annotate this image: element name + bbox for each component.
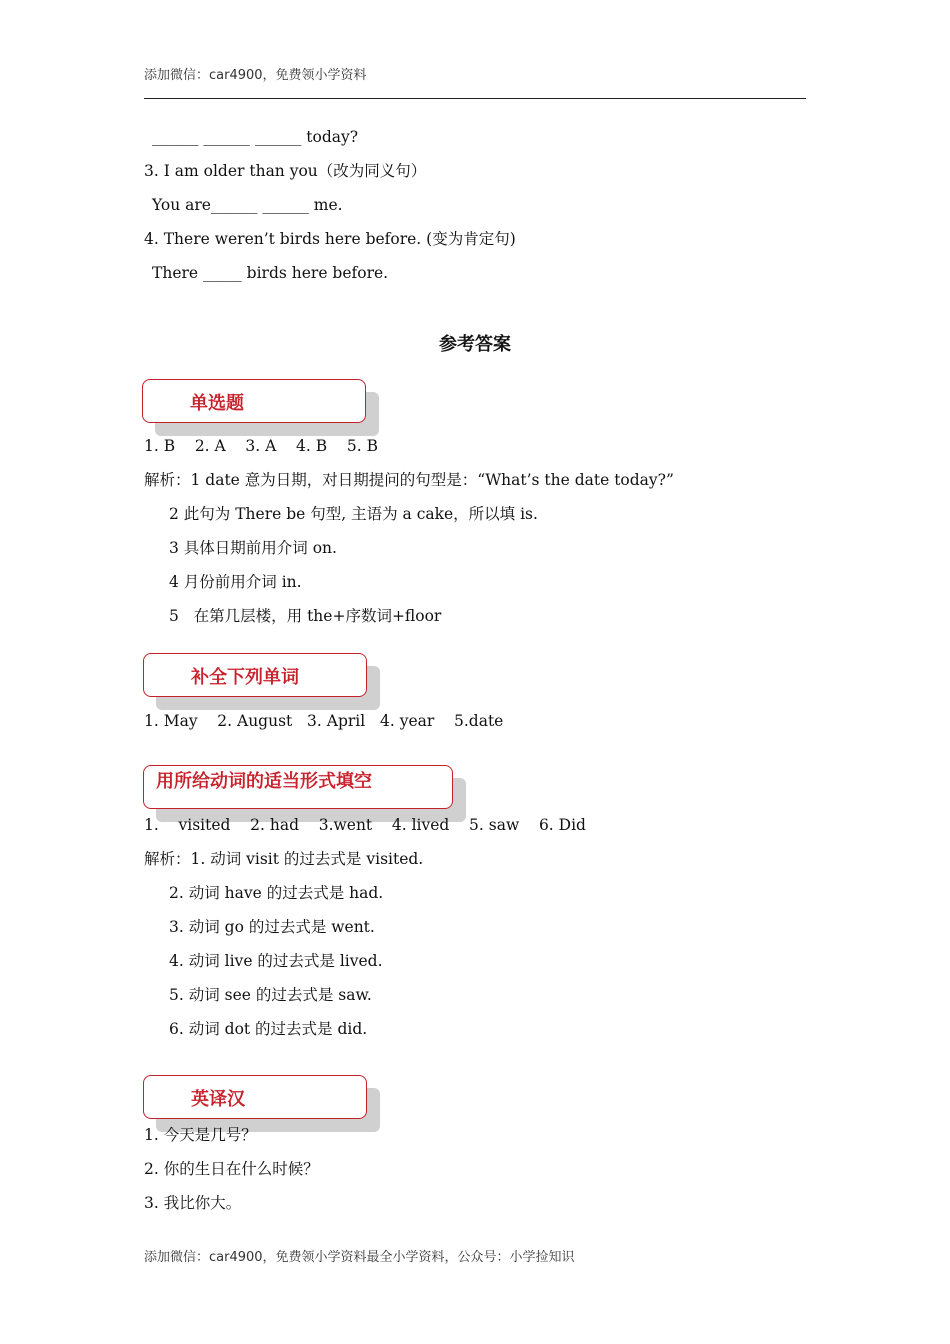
section-heading-box: [142, 379, 366, 423]
section-heading-box: [143, 1075, 367, 1119]
answer-line: 2. 动词 have 的过去式是 had.: [169, 884, 384, 902]
section-heading: 补全下列单词: [191, 667, 299, 688]
answer-line: 2 此句为 There be 句型, 主语为 a cake，所以填 is.: [169, 505, 538, 523]
answer-line: 3. 动词 go 的过去式是 went.: [169, 918, 375, 936]
answer-line: 1. B 2. A 3. A 4. B 5. B: [144, 437, 378, 455]
section-heading-box: [143, 765, 453, 809]
exercise-line: 3. I am older than you（改为同义句）: [144, 162, 427, 180]
answer-line: 5 在第几层楼，用 the+序数词+floor: [169, 607, 442, 625]
answer-line: 4. 动词 live 的过去式是 lived.: [169, 952, 383, 970]
answer-line: 解析：1 date 意为日期，对日期提问的句型是：“What’s the date today?”: [144, 471, 674, 489]
answer-line: 4 月份前用介词 in.: [169, 573, 302, 591]
answer-line: 5. 动词 see 的过去式是 saw.: [169, 986, 372, 1004]
exercise-line: 4. There weren’t birds here before. (变为肯定句): [144, 230, 516, 248]
section-heading: 单选题: [190, 393, 244, 414]
answer-line: 1. May 2. August 3. April 4. year 5.date: [144, 712, 504, 730]
exercise-line: You are______ ______ me.: [152, 196, 343, 214]
section-heading: 英译汉: [191, 1089, 245, 1110]
answer-title: 参考答案: [439, 334, 511, 355]
heading-frame: [143, 1075, 367, 1119]
answer-line: 解析：1. 动词 visit 的过去式是 visited.: [144, 850, 424, 868]
page-header: 添加微信：car4900，免费领小学资料: [144, 68, 367, 83]
exercise-line: ______ ______ ______ today?: [152, 128, 359, 146]
exercise-line: There _____ birds here before.: [152, 264, 389, 282]
section-heading: 用所给动词的适当形式填空: [156, 771, 372, 792]
answer-line: 1. 今天是几号？: [144, 1126, 257, 1144]
answer-line: 2. 你的生日在什么时候？: [144, 1160, 319, 1178]
answer-line: 6. 动词 dot 的过去式是 did.: [169, 1020, 368, 1038]
page-footer: 添加微信：car4900，免费领小学资料最全小学资料，公众号：小学捡知识: [144, 1250, 575, 1265]
section-heading-box: [143, 653, 367, 697]
answer-line: 3 具体日期前用介词 on.: [169, 539, 337, 557]
answer-line: 3. 我比你大。: [144, 1194, 242, 1212]
heading-frame: [142, 379, 366, 423]
answer-line: 1. visited 2. had 3.went 4. lived 5. saw 6. Did: [144, 816, 586, 834]
header-divider: [144, 98, 806, 99]
